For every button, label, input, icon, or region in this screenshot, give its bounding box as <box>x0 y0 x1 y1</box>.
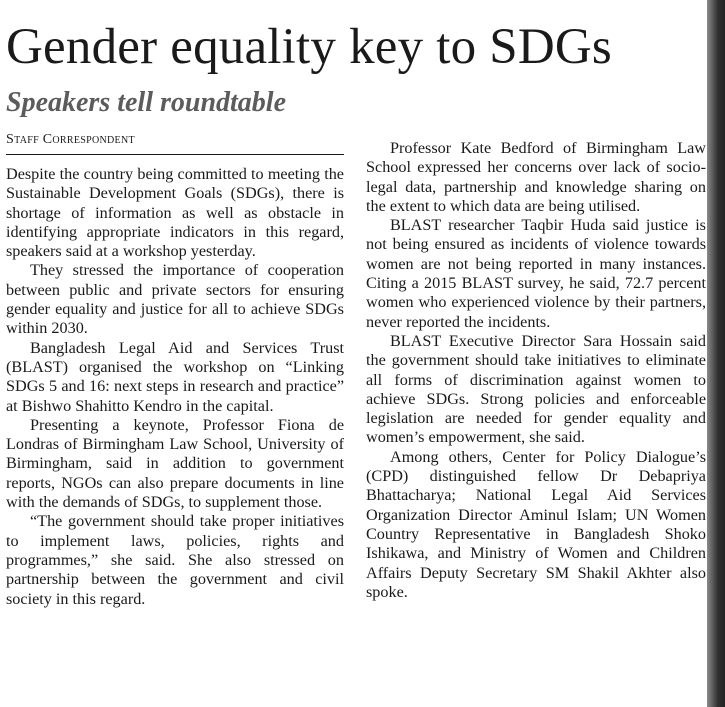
subhead: Speakers tell roundtable <box>6 87 287 118</box>
byline-rule <box>6 154 344 155</box>
paragraph: Among others, Center for Policy Dialogue’s (CPD) distinguished fellow Dr Debapriya Bhattacharya; National Legal Aid Services Organization Director Aminul Islam; UN Women Country Representative in Bangladesh Shoko Ishikawa, and Ministry of Women and Children Affairs Deputy Secretary SM Shakil Akhter also spoke. <box>366 447 706 601</box>
headline: Gender equality key to SDGs <box>6 19 612 75</box>
paragraph: “The government should take proper initiatives to implement laws, policies, rights and programmes,” she said. She also stressed on partnership between the government and civil society in this regard. <box>6 512 344 608</box>
paragraph: BLAST Executive Director Sara Hossain said the government should take initiatives to eliminate all forms of discrimination against women to achieve SDGs. Strong policies and enforceable legislation are needed for gender equality and women’s empowerment, she said. <box>366 331 706 447</box>
article-column-1 <box>6 165 344 609</box>
paragraph: Despite the country being committed to meeting the Sustainable Development Goals (SDGs), there is shortage of information as well as obstacle in identifying appropriate indicators in this regard, speakers said at a workshop yesterday. <box>6 165 344 261</box>
page-edge-shadow <box>707 0 725 707</box>
paragraph: Professor Kate Bedford of Birmingham Law School expressed her concerns over lack of socio-legal data, partnership and knowledge sharing on the extent to which data are being utilised. <box>366 139 706 215</box>
paragraph: Presenting a keynote, Professor Fiona de Londras of Birmingham Law School, University of Birmingham, said in addition to government reports, NGOs can also prepare documents in line with the demands of SDGs, to supplement those. <box>6 415 344 512</box>
article-column-2 <box>366 139 706 602</box>
paragraph: They stressed the importance of cooperation between public and private sectors for ensuring gender equality and justice for all to achieve SDGs within 2030. <box>6 261 344 338</box>
paragraph: Bangladesh Legal Aid and Services Trust (BLAST) organised the workshop on “Linking SDGs 5 and 16: next steps in research and practice” at Bishwo Shahitto Kendro in the capital. <box>6 338 344 415</box>
byline: Staff Correspondent <box>6 132 135 147</box>
paragraph: BLAST researcher Taqbir Huda said justice is not being ensured as incidents of violence towards women are not being reported in many instances. Citing a 2015 BLAST survey, he said, 72.7 percent women who experienced violence by their partners, never reported the incidents. <box>366 216 706 331</box>
